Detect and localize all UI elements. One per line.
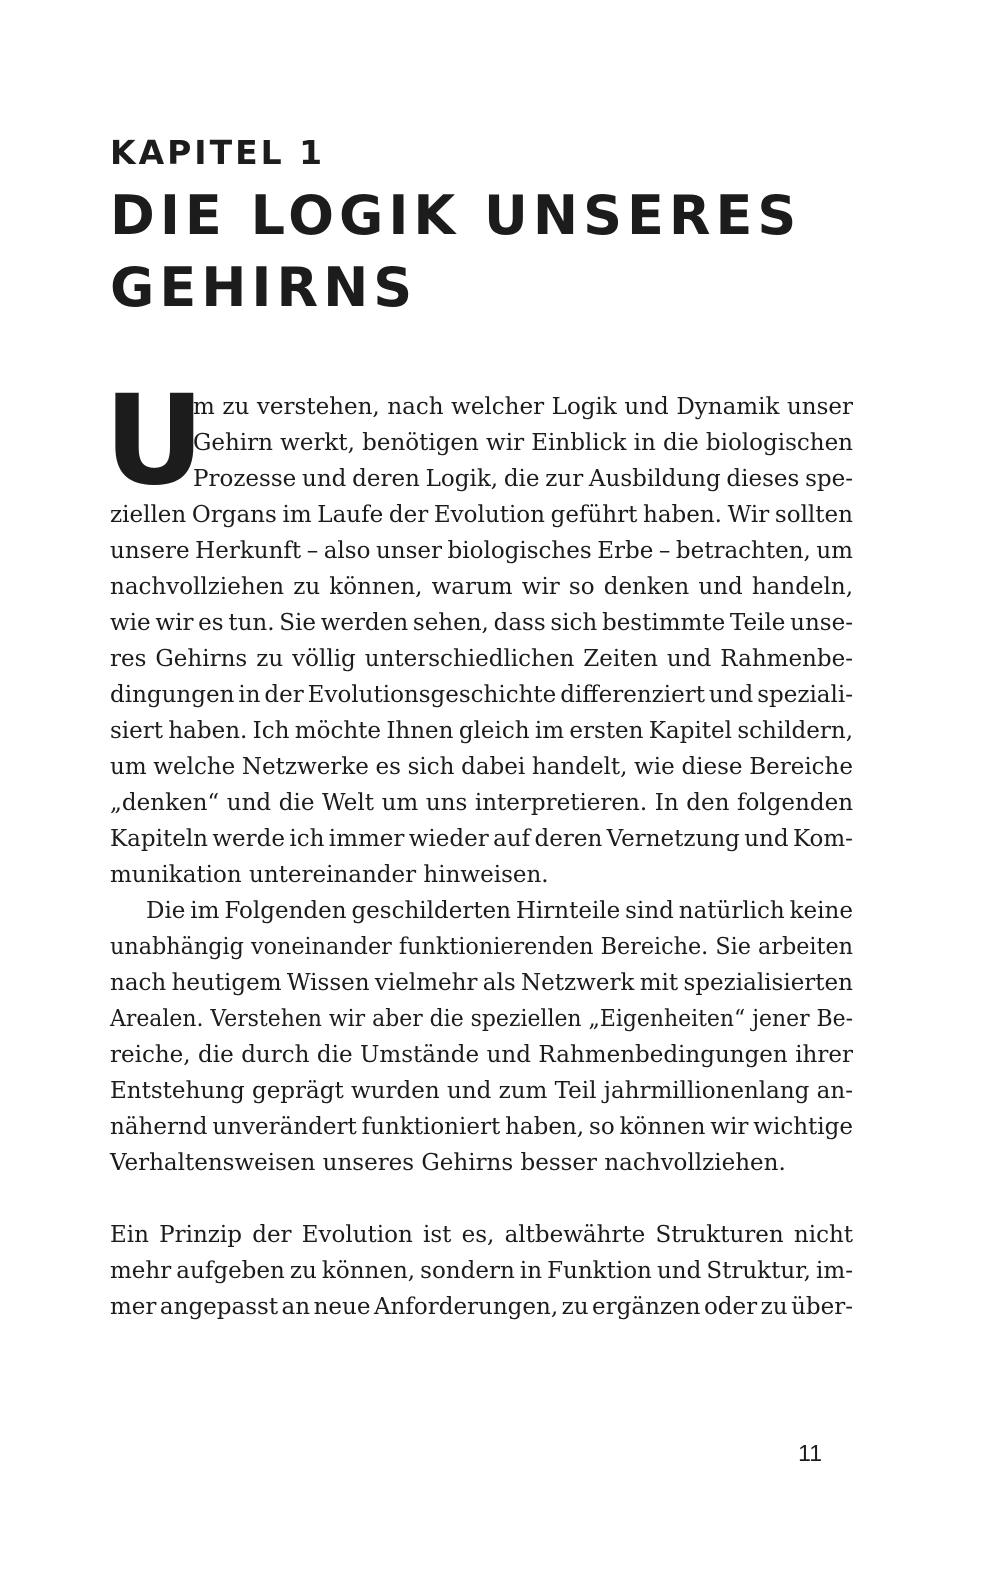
- text-line: Prozesse und deren Logik, die zur Ausbildung dieses spe-: [193, 466, 853, 492]
- chapter-title-line-1: DIE LOGIK UNSERES: [110, 184, 802, 247]
- text-line: „denken“ und die Welt um uns interpretieren. In den folgenden: [110, 790, 854, 816]
- drop-cap: U: [104, 369, 205, 513]
- text-line: Kapiteln werde ich immer wieder auf deren Vernetzung und Kom-: [110, 826, 853, 852]
- text-line: unabhängig voneinander funktionierenden Bereiche. Sie arbeiten: [110, 934, 854, 960]
- text-line: m zu verstehen, nach welcher Logik und Dynamik unser: [193, 394, 854, 420]
- text-line: reiche, die durch die Umstände und Rahmenbedingungen ihrer: [110, 1042, 853, 1068]
- chapter-label: KAPITEL 1: [110, 133, 326, 172]
- text-line: Die im Folgenden geschilderten Hirnteile sind natürlich keine: [146, 898, 853, 924]
- text-line: nähernd unverändert funktioniert haben, so können wir wichtige: [110, 1114, 853, 1140]
- text-line: nachvollziehen zu können, warum wir so denken und handeln,: [110, 574, 854, 600]
- text-line: unsere Herkunft – also unser biologisches Erbe – betrachten, um: [110, 538, 853, 564]
- text-line: dingungen in der Evolutionsgeschichte differenziert und speziali-: [110, 682, 853, 708]
- text-line: Verhaltensweisen unseres Gehirns besser nachvollziehen.: [110, 1150, 786, 1176]
- text-line: mer angepasst an neue Anforderungen, zu ergänzen oder zu über-: [110, 1294, 853, 1320]
- text-line: ziellen Organs im Laufe der Evolution geführt haben. Wir sollten: [110, 502, 853, 528]
- text-line: mehr aufgeben zu können, sondern in Funktion und Struktur, im-: [110, 1258, 853, 1284]
- text-line: um welche Netzwerke es sich dabei handelt, wie diese Bereiche: [110, 754, 853, 780]
- chapter-title-line-2: GEHIRNS: [110, 256, 418, 319]
- text-line: Gehirn werkt, benötigen wir Einblick in die biologischen: [193, 430, 853, 456]
- text-line: wie wir es tun. Sie werden sehen, dass sich bestimmte Teile unse-: [110, 610, 853, 636]
- text-line: munikation untereinander hinweisen.: [110, 862, 549, 888]
- text-line: Ein Prinzip der Evolution ist es, altbewährte Strukturen nicht: [110, 1222, 854, 1248]
- page-number: 11: [798, 1440, 822, 1466]
- text-line: res Gehirns zu völlig unterschiedlichen Zeiten und Rahmenbe-: [110, 646, 853, 672]
- text-line: siert haben. Ich möchte Ihnen gleich im ersten Kapitel schildern,: [110, 718, 854, 744]
- text-line: Entstehung geprägt wurden und zum Teil jahrmillionenlang an-: [110, 1078, 853, 1104]
- text-line: nach heutigem Wissen vielmehr als Netzwerk mit spezialisierten: [110, 970, 853, 996]
- text-line: Arealen. Verstehen wir aber die speziellen „Eigenheiten“ jener Be-: [110, 1006, 854, 1032]
